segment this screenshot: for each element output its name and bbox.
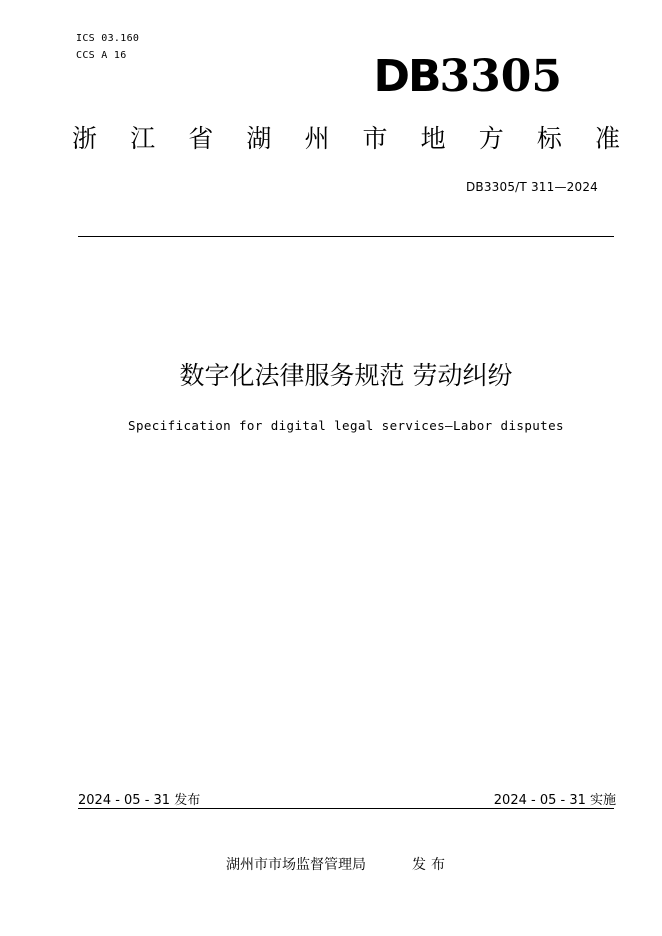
standard-type-heading (72, 126, 620, 151)
standard-type-char: 方 (478, 124, 504, 153)
standard-type-char: 标 (536, 124, 562, 153)
standard-type-char: 地 (420, 124, 446, 153)
standard-type-char: 湖 (246, 124, 272, 153)
title-chinese: 数字化法律服务规范 劳动纠纷 (179, 361, 513, 390)
standard-number: DB3305/T 311—2024 (465, 180, 598, 194)
ics-code: ICS 03.160 (76, 33, 140, 44)
title-english: Specification for digital legal services—Labor disputes (128, 418, 564, 433)
standard-type-char: 市 (362, 124, 388, 153)
implementation-date: 2024 - 05 - 31 实施 (493, 793, 616, 808)
standard-type-char: 省 (188, 124, 214, 153)
standard-type-char: 准 (594, 124, 620, 153)
db-logo-prefix: DB (373, 51, 440, 102)
issue-label: 发布 (412, 857, 450, 873)
top-divider (78, 236, 614, 237)
db-logo-code: 3305 (439, 51, 562, 102)
issuing-authority: 湖州市市场监督管理局 (226, 857, 366, 873)
standard-type-char: 州 (304, 124, 330, 153)
standard-type-char: 浙 (72, 124, 98, 153)
ccs-code: CCS A 16 (76, 50, 127, 61)
bottom-divider (78, 808, 614, 809)
publish-date: 2024 - 05 - 31 发布 (78, 793, 201, 808)
standard-type-char: 江 (130, 124, 156, 153)
db-logo (373, 51, 562, 102)
